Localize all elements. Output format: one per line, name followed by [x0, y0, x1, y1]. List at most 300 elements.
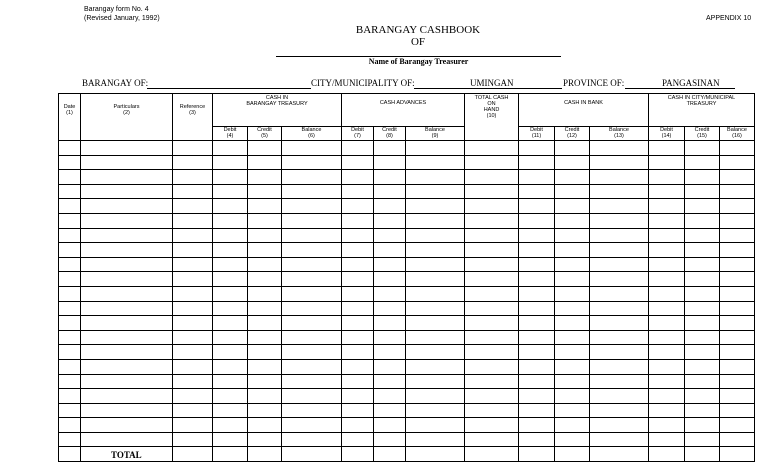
table-cell	[720, 374, 755, 389]
table-cell	[519, 330, 555, 345]
table-cell	[342, 170, 374, 185]
table-cell	[406, 170, 465, 185]
sub-num: (16)	[732, 133, 742, 139]
table-cell	[465, 403, 519, 418]
table-cell	[406, 213, 465, 228]
total-cell	[173, 447, 213, 462]
table-cell	[81, 418, 173, 433]
table-cell	[248, 301, 282, 316]
table-cell	[173, 301, 213, 316]
table-cell	[406, 301, 465, 316]
table-row	[59, 272, 755, 287]
table-cell	[590, 141, 649, 156]
table-cell	[342, 272, 374, 287]
table-cell	[213, 228, 248, 243]
table-cell	[248, 389, 282, 404]
page-title	[0, 24, 768, 48]
table-cell	[342, 184, 374, 199]
table-cell	[59, 418, 81, 433]
table-row	[59, 199, 755, 214]
total-cell	[555, 447, 590, 462]
table-cell	[590, 345, 649, 360]
table-cell	[213, 170, 248, 185]
total-cash-line3: HAND	[483, 107, 500, 113]
province-value: PANGASINAN	[662, 78, 720, 88]
col-date-header	[59, 94, 81, 141]
table-cell	[248, 403, 282, 418]
barangay-field-line	[147, 88, 311, 89]
title-line-1: BARANGAY CASHBOOK	[355, 24, 481, 36]
table-cell	[649, 243, 685, 258]
table-row	[59, 418, 755, 433]
table-cell	[555, 330, 590, 345]
table-cell	[374, 213, 406, 228]
table-row	[59, 330, 755, 345]
sub-header	[213, 127, 248, 141]
group-cash-bank-label: CASH IN BANK	[564, 100, 603, 106]
table-row	[59, 403, 755, 418]
table-cell	[555, 272, 590, 287]
total-cell	[590, 447, 649, 462]
table-cell	[248, 213, 282, 228]
table-cell	[342, 374, 374, 389]
table-cell	[248, 330, 282, 345]
sub-header	[282, 127, 342, 141]
table-cell	[173, 389, 213, 404]
sub-num: (6)	[308, 133, 315, 139]
table-cell	[555, 141, 590, 156]
table-cell	[649, 155, 685, 170]
table-cell	[720, 345, 755, 360]
table-cell	[519, 432, 555, 447]
table-cell	[649, 213, 685, 228]
table-cell	[685, 170, 720, 185]
table-cell	[374, 199, 406, 214]
table-cell	[374, 389, 406, 404]
table-cell	[685, 257, 720, 272]
table-row	[59, 141, 755, 156]
table-cell	[81, 272, 173, 287]
table-row	[59, 184, 755, 199]
sub-header	[590, 127, 649, 141]
city-value: UMINGAN	[470, 78, 514, 88]
table-cell	[342, 301, 374, 316]
table-cell	[173, 316, 213, 331]
col-total-cash-header	[465, 94, 519, 141]
city-field-line	[414, 88, 562, 89]
table-cell	[81, 170, 173, 185]
sub-num: (13)	[614, 133, 624, 139]
table-cell	[519, 184, 555, 199]
table-cell	[213, 141, 248, 156]
table-cell	[342, 330, 374, 345]
table-cell	[720, 199, 755, 214]
table-cell	[282, 432, 342, 447]
table-cell	[590, 418, 649, 433]
table-cell	[590, 228, 649, 243]
total-row	[59, 447, 755, 462]
total-cell	[342, 447, 374, 462]
group-cash-advances-label: CASH ADVANCES	[379, 100, 427, 106]
sub-num: (8)	[386, 133, 393, 139]
table-cell	[248, 272, 282, 287]
table-cell	[465, 286, 519, 301]
form-revised-text: (Revised January, 1992)	[84, 15, 160, 22]
table-cell	[590, 199, 649, 214]
table-cell	[342, 141, 374, 156]
total-label: TOTAL	[81, 447, 173, 462]
table-cell	[685, 359, 720, 374]
city-label: CITY/MUNICIPALITY OF:	[311, 78, 415, 88]
table-cell	[519, 403, 555, 418]
table-cell	[465, 389, 519, 404]
table-cell	[374, 316, 406, 331]
table-cell	[685, 184, 720, 199]
group-cash-city-line1: CASH IN CITY/MUNICIPAL	[667, 95, 736, 101]
table-cell	[590, 389, 649, 404]
table-cell	[282, 345, 342, 360]
table-cell	[685, 389, 720, 404]
table-cell	[519, 389, 555, 404]
cashbook-table	[58, 93, 755, 462]
table-cell	[81, 403, 173, 418]
table-cell	[213, 243, 248, 258]
sub-label: Balance	[301, 127, 322, 133]
table-cell	[59, 389, 81, 404]
table-cell	[720, 257, 755, 272]
table-cell	[590, 359, 649, 374]
province-label: PROVINCE OF:	[563, 78, 625, 88]
table-cell	[248, 374, 282, 389]
table-cell	[406, 199, 465, 214]
sub-num: (5)	[261, 133, 268, 139]
table-cell	[465, 228, 519, 243]
table-cell	[374, 345, 406, 360]
table-cell	[465, 330, 519, 345]
total-cell	[519, 447, 555, 462]
sub-header	[374, 127, 406, 141]
col-date-num: (1)	[66, 110, 73, 116]
table-cell	[248, 418, 282, 433]
col-particulars-label: Particulars	[113, 104, 140, 110]
table-cell	[406, 228, 465, 243]
table-cell	[248, 359, 282, 374]
table-cell	[649, 345, 685, 360]
table-cell	[342, 228, 374, 243]
table-cell	[519, 418, 555, 433]
table-cell	[59, 374, 81, 389]
table-cell	[590, 286, 649, 301]
table-cell	[649, 359, 685, 374]
table-cell	[465, 316, 519, 331]
table-cell	[720, 213, 755, 228]
table-cell	[59, 170, 81, 185]
table-cell	[282, 403, 342, 418]
table-cell	[649, 301, 685, 316]
table-cell	[465, 243, 519, 258]
table-cell	[59, 403, 81, 418]
table-cell	[282, 286, 342, 301]
table-cell	[59, 286, 81, 301]
table-cell	[374, 330, 406, 345]
table-cell	[649, 374, 685, 389]
table-cell	[720, 286, 755, 301]
table-cell	[649, 286, 685, 301]
table-cell	[173, 418, 213, 433]
sub-num: (7)	[354, 133, 361, 139]
table-cell	[406, 155, 465, 170]
table-cell	[173, 228, 213, 243]
total-cell	[685, 447, 720, 462]
table-cell	[555, 301, 590, 316]
table-cell	[282, 257, 342, 272]
col-reference-label: Reference	[179, 104, 206, 110]
table-cell	[720, 432, 755, 447]
table-cell	[720, 155, 755, 170]
table-cell	[59, 272, 81, 287]
table-cell	[282, 228, 342, 243]
table-cell	[685, 316, 720, 331]
table-cell	[81, 374, 173, 389]
table-cell	[342, 418, 374, 433]
table-row	[59, 170, 755, 185]
table-cell	[173, 432, 213, 447]
total-cash-num: (10)	[486, 113, 497, 119]
table-cell	[282, 155, 342, 170]
group-cash-advances	[342, 94, 465, 127]
table-cell	[720, 389, 755, 404]
table-cell	[81, 155, 173, 170]
table-cell	[213, 301, 248, 316]
table-cell	[59, 141, 81, 156]
sub-label: Credit	[257, 127, 272, 133]
table-cell	[213, 257, 248, 272]
form-number	[84, 5, 160, 23]
table-cell	[720, 330, 755, 345]
table-row	[59, 359, 755, 374]
table-cell	[685, 330, 720, 345]
table-row	[59, 155, 755, 170]
col-particulars-header	[81, 94, 173, 141]
table-cell	[685, 155, 720, 170]
table-cell	[342, 403, 374, 418]
table-cell	[555, 432, 590, 447]
table-cell	[342, 316, 374, 331]
table-cell	[374, 155, 406, 170]
table-cell	[685, 374, 720, 389]
table-cell	[685, 418, 720, 433]
table-cell	[649, 432, 685, 447]
table-cell	[649, 272, 685, 287]
table-cell	[59, 213, 81, 228]
table-cell	[406, 330, 465, 345]
table-cell	[555, 199, 590, 214]
table-cell	[342, 345, 374, 360]
table-cell	[173, 272, 213, 287]
table-cell	[59, 257, 81, 272]
sub-label: Balance	[425, 127, 445, 133]
table-cell	[374, 301, 406, 316]
group-cash-city	[649, 94, 755, 127]
title-line-2: OF	[410, 36, 426, 48]
table-cell	[406, 359, 465, 374]
table-cell	[720, 184, 755, 199]
table-cell	[519, 213, 555, 228]
table-cell	[720, 141, 755, 156]
table-cell	[685, 301, 720, 316]
table-cell	[81, 286, 173, 301]
sub-header	[519, 127, 555, 141]
table-cell	[173, 243, 213, 258]
table-cell	[282, 418, 342, 433]
table-cell	[173, 403, 213, 418]
table-cell	[213, 345, 248, 360]
table-cell	[342, 243, 374, 258]
table-cell	[685, 403, 720, 418]
table-cell	[59, 228, 81, 243]
table-cell	[342, 155, 374, 170]
form-number-text: Barangay form No. 4	[84, 6, 149, 13]
table-cell	[81, 330, 173, 345]
table-cell	[81, 301, 173, 316]
table-cell	[649, 228, 685, 243]
table-cell	[282, 243, 342, 258]
table-cell	[649, 141, 685, 156]
table-cell	[555, 389, 590, 404]
table-cell	[173, 184, 213, 199]
table-body	[59, 141, 755, 447]
table-cell	[590, 316, 649, 331]
table-cell	[374, 257, 406, 272]
table-cell	[213, 286, 248, 301]
table-cell	[406, 272, 465, 287]
table-cell	[406, 403, 465, 418]
col-date-label: Date	[63, 104, 76, 110]
table-cell	[282, 170, 342, 185]
sub-label: Balance	[609, 127, 629, 133]
province-field-line	[625, 88, 735, 89]
col-reference-num: (3)	[189, 110, 196, 116]
table-cell	[213, 403, 248, 418]
header-row-groups	[59, 94, 755, 127]
table-cell	[555, 286, 590, 301]
table-cell	[649, 418, 685, 433]
table-cell	[519, 228, 555, 243]
table-cell	[342, 389, 374, 404]
table-cell	[649, 316, 685, 331]
group-cash-treasury	[213, 94, 342, 127]
table-cell	[555, 228, 590, 243]
table-cell	[342, 432, 374, 447]
table-cell	[555, 213, 590, 228]
table-cell	[81, 243, 173, 258]
table-cell	[590, 170, 649, 185]
table-cell	[590, 403, 649, 418]
table-cell	[374, 374, 406, 389]
table-cell	[248, 184, 282, 199]
table-cell	[519, 345, 555, 360]
table-cell	[173, 155, 213, 170]
table-cell	[282, 301, 342, 316]
table-cell	[213, 316, 248, 331]
table-cell	[720, 316, 755, 331]
table-cell	[555, 359, 590, 374]
table-cell	[590, 257, 649, 272]
table-cell	[406, 389, 465, 404]
table-cell	[59, 359, 81, 374]
table-cell	[282, 330, 342, 345]
table-cell	[59, 199, 81, 214]
table-cell	[465, 432, 519, 447]
sub-label: Balance	[727, 127, 747, 133]
table-cell	[213, 272, 248, 287]
table-cell	[720, 272, 755, 287]
table-cell	[282, 272, 342, 287]
group-cash-treasury-line2: BARANGAY TREASURY	[246, 101, 308, 107]
table-cell	[406, 141, 465, 156]
table-cell	[374, 418, 406, 433]
table-cell	[406, 257, 465, 272]
table-cell	[465, 359, 519, 374]
table-cell	[59, 155, 81, 170]
table-cell	[406, 345, 465, 360]
sub-num: (12)	[567, 133, 577, 139]
table-cell	[555, 243, 590, 258]
table-cell	[519, 272, 555, 287]
table-cell	[59, 184, 81, 199]
table-cell	[248, 141, 282, 156]
table-cell	[173, 213, 213, 228]
group-cash-bank	[519, 94, 649, 127]
table-cell	[248, 286, 282, 301]
table-cell	[590, 155, 649, 170]
total-cell	[282, 447, 342, 462]
table-cell	[59, 432, 81, 447]
group-cash-city-line2: TREASURY	[686, 101, 717, 107]
table-cell	[685, 286, 720, 301]
table-cell	[465, 184, 519, 199]
table-cell	[248, 316, 282, 331]
table-cell	[555, 374, 590, 389]
table-cell	[59, 316, 81, 331]
table-cell	[173, 257, 213, 272]
table-cell	[248, 228, 282, 243]
sub-label: Debit	[660, 127, 673, 133]
sub-label: Credit	[382, 127, 397, 133]
sub-header	[342, 127, 374, 141]
table-cell	[590, 330, 649, 345]
table-cell	[406, 374, 465, 389]
total-cell	[406, 447, 465, 462]
table-cell	[342, 199, 374, 214]
table-cell	[81, 432, 173, 447]
table-row	[59, 301, 755, 316]
table-cell	[519, 301, 555, 316]
sub-num: (11)	[531, 133, 542, 139]
sub-header	[685, 127, 720, 141]
table-cell	[519, 170, 555, 185]
sub-header	[406, 127, 465, 141]
table-row	[59, 228, 755, 243]
table-cell	[406, 184, 465, 199]
table-cell	[81, 316, 173, 331]
barangay-label: BARANGAY OF:	[82, 78, 149, 88]
table-row	[59, 345, 755, 360]
table-cell	[374, 359, 406, 374]
table-cell	[406, 316, 465, 331]
table-cell	[519, 374, 555, 389]
table-cell	[465, 213, 519, 228]
